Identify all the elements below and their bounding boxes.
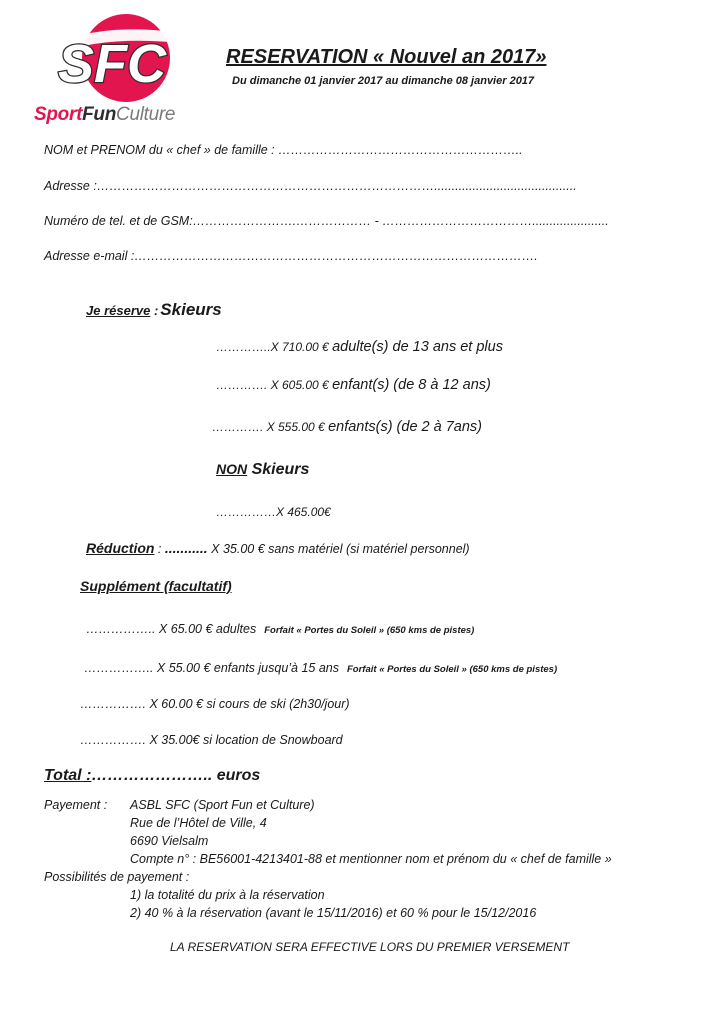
skier-adult-line[interactable]: …………..X 710.00 € adulte(s) de 13 ans et plus [216, 339, 503, 355]
email-field[interactable]: Adresse e-mail :……………………………………………………………………………………. [44, 249, 538, 263]
reservation-notice: LA RESERVATION SERA EFFECTIVE LORS DU PREMIER VERSEMENT [170, 940, 570, 954]
payment-line: 6690 Vielsalm [130, 834, 209, 848]
supplement-ski-lessons[interactable]: ……………. X 60.00 € si cours de ski (2h30/jour) [80, 697, 350, 711]
sfc-logo-mark [34, 12, 194, 104]
payment-options-label: Possibilités de payement : [44, 870, 190, 884]
logo-letters: SFC [58, 34, 166, 94]
payment-label: Payement : [44, 798, 108, 812]
payment-option: 2) 40 % à la réservation (avant le 15/11/2016) et 60 % pour le 15/12/2016 [130, 906, 537, 920]
non-skier-line[interactable]: ……………X 465.00€ [216, 505, 331, 519]
phone-field[interactable]: Numéro de tel. et de GSM:…………………….……………… - ………………………………...................... [44, 214, 609, 228]
payment-account: Compte n° : BE56001-4213401-88 et mentionner nom et prénom du « chef de famille » [130, 852, 612, 866]
name-field[interactable]: NOM et PRENOM du « chef » de famille : ………………………………………………….. [44, 143, 523, 157]
skier-small-child-line[interactable]: …………. X 555.00 € enfants(s) (de 2 à 7ans) [212, 419, 483, 435]
skier-child-line[interactable]: …………. X 605.00 € enfant(s) (de 8 à 12 ans) [216, 377, 491, 393]
non-skier-heading: NON Skieurs [216, 461, 310, 478]
reduction-line[interactable]: Réduction : ........... X 35.00 € sans matériel (si matériel personnel) [86, 540, 470, 556]
page-subtitle: Du dimanche 01 janvier 2017 au dimanche 08 janvier 2017 [232, 75, 535, 87]
supplement-adult-pass[interactable]: …………….. X 65.00 € adultes Forfait « Portes du Soleil » (650 kms de pistes) [86, 622, 475, 636]
total-line[interactable]: Total :………………….. euros [44, 767, 261, 784]
payment-line: ASBL SFC (Sport Fun et Culture) [130, 798, 315, 812]
sfc-logo [34, 12, 194, 124]
supplement-child-pass[interactable]: …………….. X 55.00 € enfants jusqu’à 15 ans Forfait « Portes du Soleil » (650 kms de pistes) [84, 661, 558, 675]
payment-line: Rue de l’Hôtel de Ville, 4 [130, 816, 267, 830]
address-field[interactable]: Adresse :………………………………………………………………………......................................... [44, 179, 577, 193]
logo-wordmark: SportFunCulture [34, 104, 176, 125]
payment-option: 1) la totalité du prix à la réservation [130, 888, 325, 902]
supplement-heading: Supplément (facultatif) [80, 578, 232, 594]
page-title: RESERVATION « Nouvel an 2017» [226, 46, 547, 68]
supplement-snowboard[interactable]: ……………. X 35.00€ si location de Snowboard [80, 733, 343, 747]
reserve-heading: Je réserve : Skieurs [86, 300, 222, 319]
